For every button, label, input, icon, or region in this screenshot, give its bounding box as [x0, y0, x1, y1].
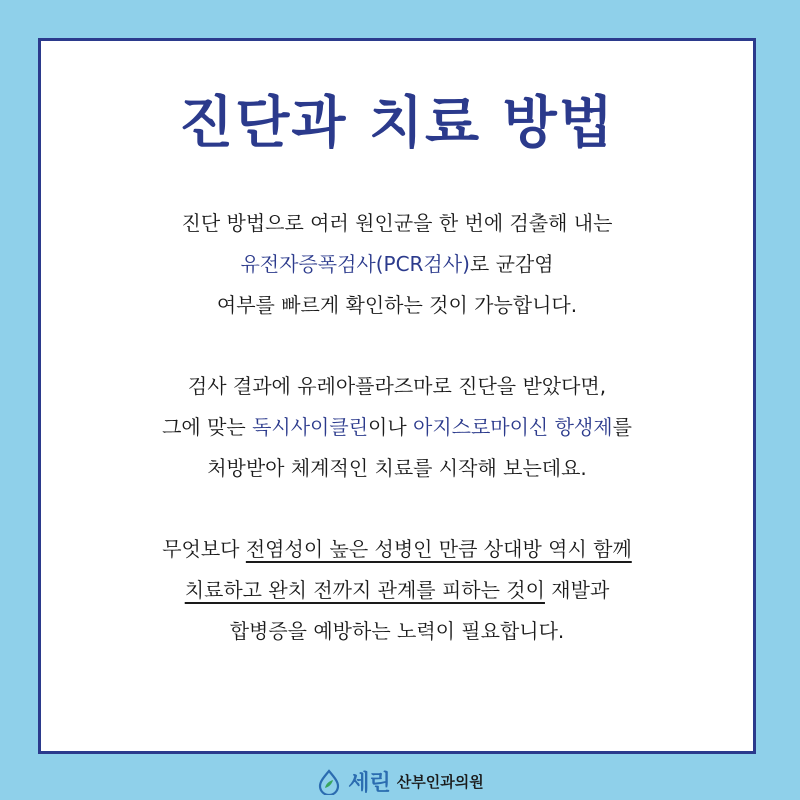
text-span: 그에 맞는	[162, 415, 253, 439]
text-span: 로 균감염	[469, 252, 554, 276]
footer-logo	[0, 766, 800, 796]
clinic-subtitle: 산부인과의원	[396, 773, 484, 791]
text-line	[41, 529, 753, 570]
text-line: 진단 방법으로 여러 원인균을 한 번에 검출해 내는	[181, 211, 613, 235]
text-line: 여부를 빠르게 확인하는 것이 가능합니다.	[216, 293, 578, 317]
text-span: 이나	[368, 415, 414, 439]
text-span: 를	[612, 415, 632, 439]
text-line: 검사 결과에 유레아플라즈마로 진단을 받았다면,	[187, 374, 607, 398]
text-line	[41, 570, 753, 611]
underlined-text: 전염성이 높은 성병인 만큼 상대방 역시 함께	[245, 537, 632, 561]
paragraph-treatment	[41, 366, 753, 489]
text-line	[41, 407, 753, 448]
content-card	[38, 38, 756, 754]
drop-leaf-icon	[316, 769, 342, 795]
body-text	[41, 203, 753, 692]
text-line: 합병증을 예방하는 노력이 필요합니다.	[229, 619, 565, 643]
underlined-text: 치료하고 완치 전까지 관계를 피하는 것이	[184, 578, 545, 602]
clinic-logo	[316, 766, 483, 797]
text-line	[41, 244, 753, 285]
text-line: 처방받아 체계적인 치료를 시작해 보는데요.	[207, 456, 587, 480]
text-span: 재발과	[544, 578, 610, 602]
paragraph-diagnosis	[41, 203, 753, 326]
clinic-name: 세린	[348, 771, 391, 796]
text-span: 무엇보다	[162, 537, 246, 561]
highlight-azithromycin: 아지스로마이신 항생제	[413, 415, 613, 439]
paragraph-prevention	[41, 529, 753, 652]
page-title: 진단과 치료 방법	[179, 91, 615, 156]
highlight-pcr: 유전자증폭검사(PCR검사)	[240, 252, 470, 276]
highlight-doxycycline: 독시사이클린	[252, 415, 369, 439]
